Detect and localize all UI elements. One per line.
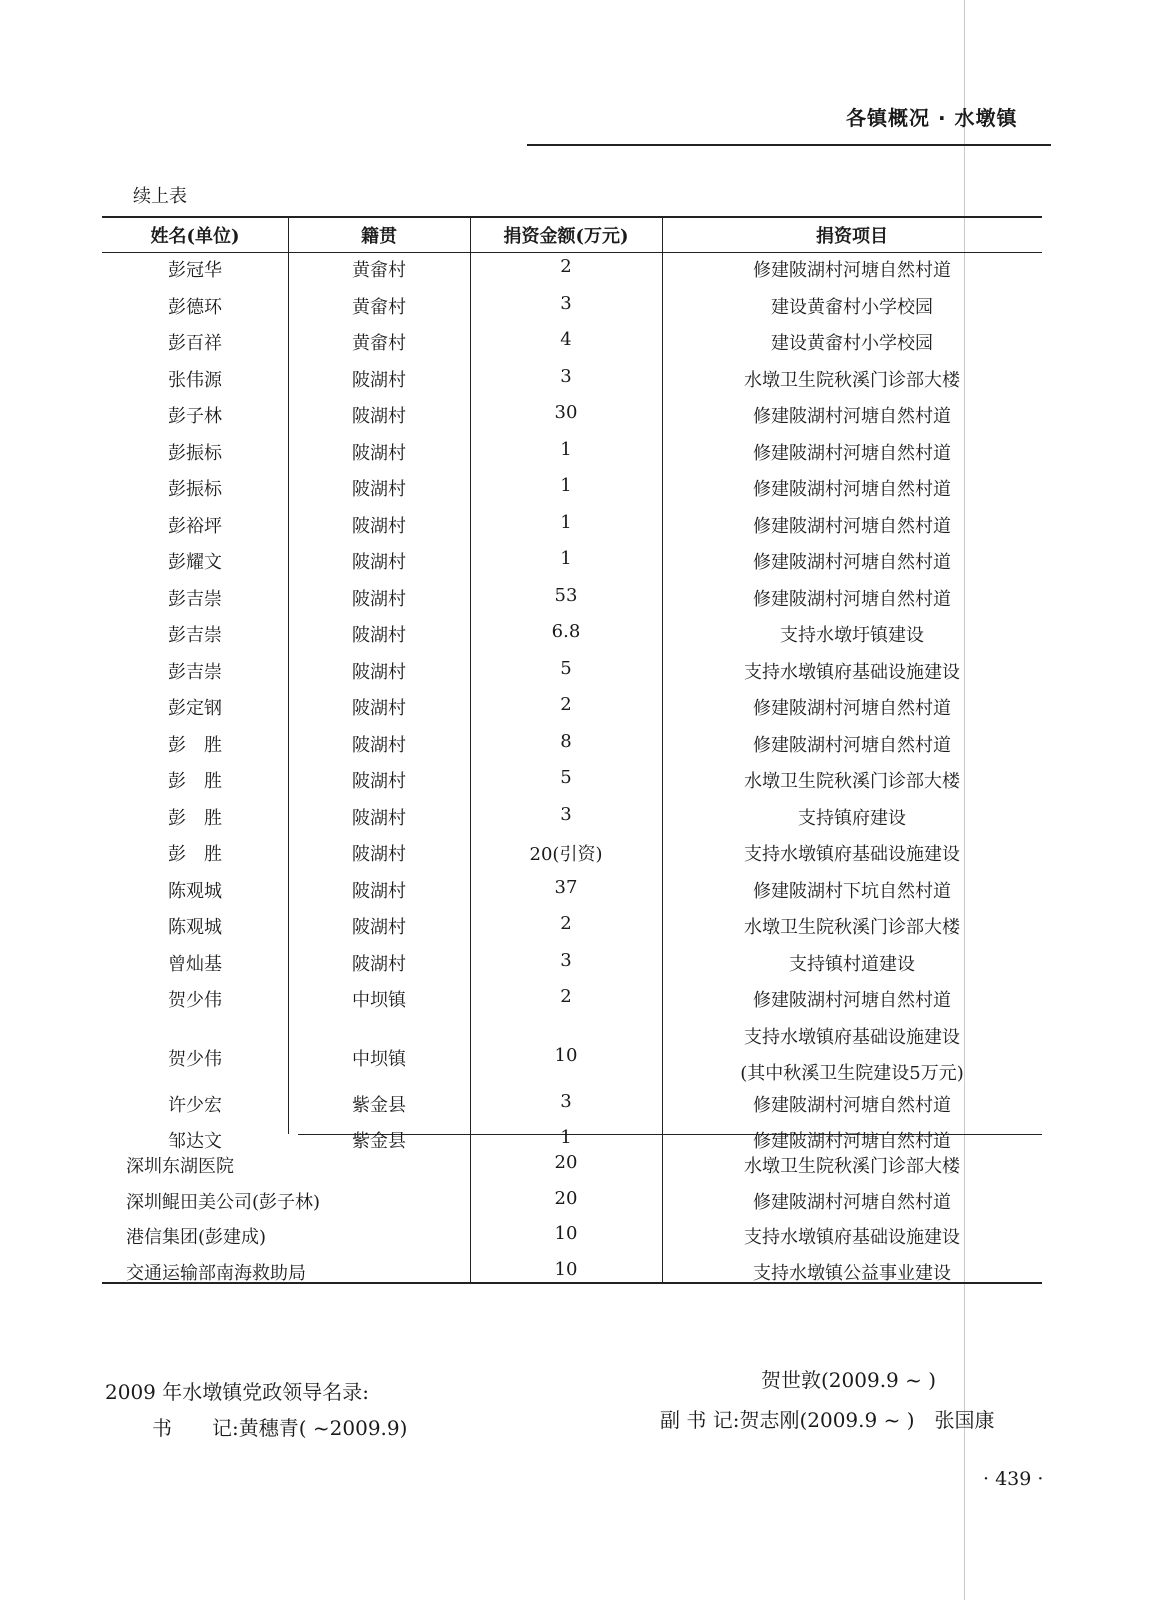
project-cell: 修建陂湖村下坑自然村道: [753, 880, 951, 902]
name-cell: 彭裕坪: [168, 515, 222, 537]
amount-cell: 6.8: [551, 621, 581, 642]
project-cell: 建设黄畲村小学校园: [771, 333, 933, 354]
table-top-rule: [102, 216, 1042, 218]
project-cell: 支持水墩镇府基础设施建设: [744, 661, 960, 683]
origin-cell: 陂湖村: [352, 917, 406, 938]
origin-cell: 黄畲村: [352, 296, 406, 318]
name-cell: 彭 胜: [168, 807, 222, 829]
amount-cell: 8: [560, 730, 572, 752]
name-cell: 曾灿基: [168, 953, 222, 975]
org-name-cell: 深圳东湖医院: [126, 1156, 234, 1177]
name-cell: 彭耀文: [168, 552, 222, 573]
name-cell: 彭振标: [168, 479, 222, 500]
amount-cell: 5: [560, 657, 572, 679]
amount-cell: 30: [554, 402, 578, 423]
org-amount-cell: 10: [554, 1258, 578, 1280]
project-cell: 修建陂湖村河塘自然村道: [753, 698, 951, 719]
origin-cell: 黄畲村: [352, 333, 406, 354]
origin-cell: 紫金县: [352, 1094, 406, 1116]
origin-cell: 陂湖村: [352, 369, 406, 391]
secretary-successor: 贺世敦(2009.9 ~ ): [761, 1368, 937, 1392]
running-header: 各镇概况 · 水墩镇: [846, 106, 1018, 130]
origin-cell: 陂湖村: [352, 588, 406, 610]
project-cell: 支持镇村道建设: [789, 953, 915, 975]
name-cell: 彭冠华: [168, 260, 222, 281]
project-cell: 修建陂湖村河塘自然村道: [753, 406, 951, 427]
name-cell: 陈观城: [168, 880, 222, 902]
amount-cell: 53: [554, 584, 578, 606]
name-cell: 彭吉崇: [168, 588, 222, 610]
project-cell: 支持水墩圩镇建设: [780, 625, 924, 646]
project-cell: 水墩卫生院秋溪门诊部大楼: [744, 369, 960, 391]
origin-cell: 陂湖村: [352, 479, 406, 500]
project-cell: 水墩卫生院秋溪门诊部大楼: [744, 771, 960, 792]
secretary-line: 书 记:黄穗青( ~2009.9): [152, 1416, 408, 1440]
org-project-cell: 水墩卫生院秋溪门诊部大楼: [744, 1156, 960, 1177]
project-cell: 支持水墩镇府基础设施建设: [744, 844, 960, 865]
name-cell: 彭吉崇: [168, 625, 222, 646]
name-cell: 彭德环: [168, 296, 222, 318]
project-cell: 修建陂湖村河塘自然村道: [753, 260, 951, 281]
origin-cell: 中坝镇: [352, 1048, 406, 1070]
deputy-secretary-line: 副 书 记:贺志刚(2009.9 ~ ) 张国康: [660, 1408, 995, 1432]
project-cell: 支持镇府建设: [798, 807, 906, 829]
origin-cell: 中坝镇: [352, 990, 406, 1011]
amount-cell: 2: [560, 256, 572, 277]
amount-cell: 37: [554, 876, 578, 898]
name-cell: 彭子林: [168, 406, 222, 427]
amount-cell: 4: [560, 329, 572, 350]
amount-cell: 1: [560, 438, 572, 460]
name-cell: 邹达文: [168, 1131, 222, 1152]
amount-cell: 20(引资): [529, 844, 603, 865]
amount-cell: 2: [560, 913, 572, 934]
project-cell: 修建陂湖村河塘自然村道: [753, 442, 951, 464]
project-cell: 修建陂湖村河塘自然村道: [753, 734, 951, 756]
org-amount-cell: 20: [554, 1187, 578, 1209]
origin-cell: 陂湖村: [352, 442, 406, 464]
page-number: · 439 ·: [983, 1468, 1044, 1490]
amount-cell: 2: [560, 986, 572, 1007]
origin-cell: 陂湖村: [352, 625, 406, 646]
amount-cell: 1: [560, 548, 572, 569]
project-cell: 建设黄畲村小学校园: [771, 296, 933, 318]
project-cell: 水墩卫生院秋溪门诊部大楼: [744, 917, 960, 938]
amount-cell: 1: [560, 1127, 572, 1148]
amount-cell: 3: [560, 292, 572, 314]
origin-cell: 陂湖村: [352, 698, 406, 719]
name-cell: 彭 胜: [168, 771, 222, 792]
origin-cell: 陂湖村: [352, 734, 406, 756]
origin-cell: 紫金县: [352, 1131, 406, 1152]
name-cell: 许少宏: [168, 1094, 222, 1116]
name-cell: 贺少伟: [168, 1048, 222, 1070]
org-amount-cell: 10: [554, 1223, 578, 1244]
project-cell: 修建陂湖村河塘自然村道: [753, 479, 951, 500]
org-name-cell: 港信集团(彭建成): [126, 1227, 267, 1248]
origin-cell: 陂湖村: [352, 844, 406, 865]
header-project: 捐资项目: [816, 226, 888, 247]
project-cell: 支持水墩镇府基础设施建设: [744, 1026, 960, 1048]
name-cell: 彭 胜: [168, 844, 222, 865]
org-project-cell: 支持水墩镇公益事业建设: [753, 1262, 951, 1284]
amount-cell: 3: [560, 1090, 572, 1112]
name-cell: 彭振标: [168, 442, 222, 464]
org-amount-cell: 20: [554, 1152, 578, 1173]
amount-cell: 3: [560, 365, 572, 387]
project-cell: 修建陂湖村河塘自然村道: [753, 1094, 951, 1116]
origin-cell: 陂湖村: [352, 515, 406, 537]
name-cell: 彭吉崇: [168, 661, 222, 683]
header-name: 姓名(单位): [150, 226, 240, 247]
continued-label: 续上表: [133, 186, 187, 207]
project-cell: 修建陂湖村河塘自然村道: [753, 1131, 951, 1152]
org-name-cell: 深圳鲲田美公司(彭子林): [126, 1191, 321, 1213]
name-cell: 彭百祥: [168, 333, 222, 354]
origin-cell: 陂湖村: [352, 771, 406, 792]
origin-cell: 黄畲村: [352, 260, 406, 281]
origin-cell: 陂湖村: [352, 880, 406, 902]
amount-cell: 1: [560, 475, 572, 496]
project-cell: 修建陂湖村河塘自然村道: [753, 588, 951, 610]
amount-cell: 5: [560, 767, 572, 788]
header-amount: 捐资金额(万元): [503, 226, 629, 247]
amount-cell: 2: [560, 694, 572, 715]
name-cell: 贺少伟: [168, 990, 222, 1011]
project-cell: 修建陂湖村河塘自然村道: [753, 552, 951, 573]
origin-cell: 陂湖村: [352, 807, 406, 829]
header-rule: [527, 144, 1051, 146]
amount-cell: 1: [560, 511, 572, 533]
header-origin: 籍贯: [361, 226, 397, 247]
org-project-cell: 修建陂湖村河塘自然村道: [753, 1191, 951, 1213]
project-cell: 修建陂湖村河塘自然村道: [753, 990, 951, 1011]
origin-cell: 陂湖村: [352, 953, 406, 975]
name-cell: 张伟源: [168, 369, 222, 391]
header-bottom-rule: [102, 252, 1042, 253]
amount-cell: 10: [554, 1044, 578, 1066]
name-cell: 彭定钢: [168, 698, 222, 719]
name-cell: 陈观城: [168, 917, 222, 938]
name-cell: 彭 胜: [168, 734, 222, 756]
project-cell: 修建陂湖村河塘自然村道: [753, 515, 951, 537]
origin-cell: 陂湖村: [352, 552, 406, 573]
amount-cell: 3: [560, 803, 572, 825]
project-note-cell: (其中秋溪卫生院建设5万元): [740, 1062, 964, 1084]
org-name-cell: 交通运输部南海救助局: [126, 1262, 306, 1284]
leaders-title: 2009 年水墩镇党政领导名录:: [105, 1380, 369, 1404]
org-project-cell: 支持水墩镇府基础设施建设: [744, 1227, 960, 1248]
origin-cell: 陂湖村: [352, 661, 406, 683]
origin-cell: 陂湖村: [352, 406, 406, 427]
amount-cell: 3: [560, 949, 572, 971]
